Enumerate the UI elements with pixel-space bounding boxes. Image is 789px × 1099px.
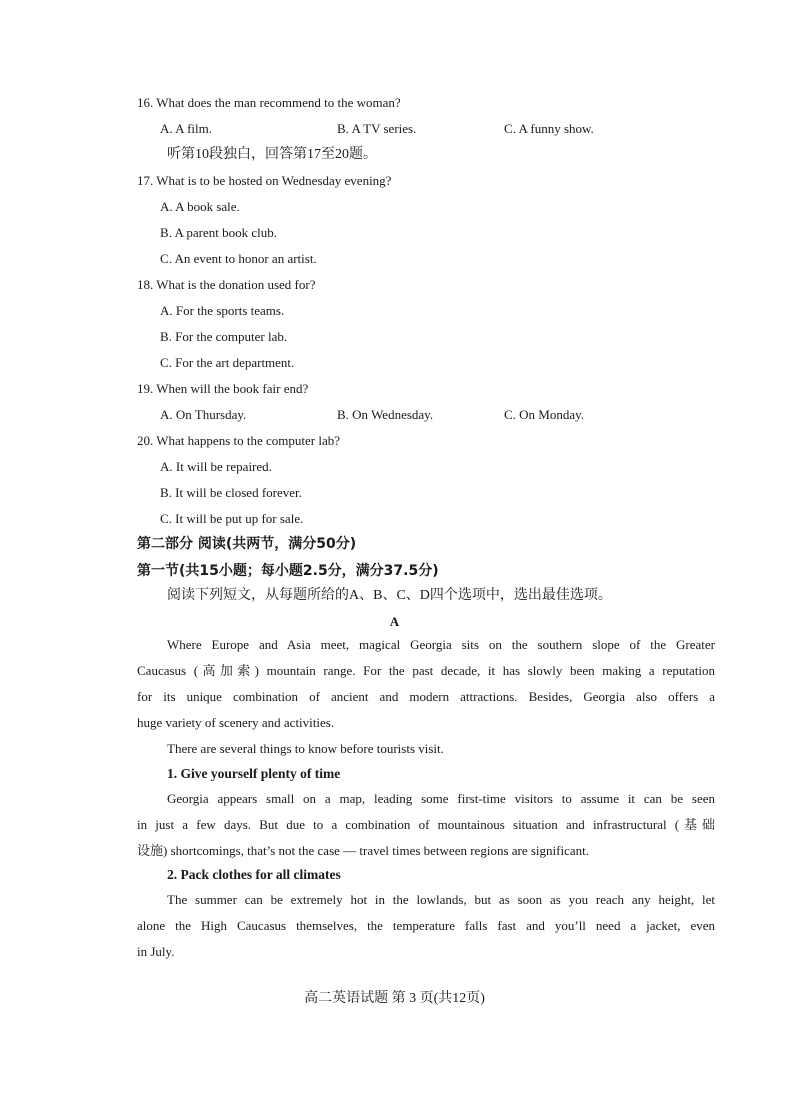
passage-p1-line: huge variety of scenery and activities. xyxy=(137,715,335,730)
question-18-option-c: C. For the art department. xyxy=(160,355,295,370)
question-19-option-b: B. On Wednesday. xyxy=(337,407,434,422)
question-18-option-a: A. For the sports teams. xyxy=(160,303,285,318)
question-17-option-c: C. An event to honor an artist. xyxy=(160,251,317,266)
listening-instruction-10: 听第10段独白，回答第17至20题。 xyxy=(167,147,377,162)
part2-title: 第二部分 阅读(共两节，满分50分) xyxy=(137,536,357,552)
question-20-option-b: B. It will be closed forever. xyxy=(160,485,302,500)
passage-p2: There are several things to know before tourists visit. xyxy=(167,741,444,756)
question-17-option-b: B. A parent book club. xyxy=(160,225,277,240)
passage-p1-line: for its unique combination of ancient and modern attractions. Besides, Georgia also offers a xyxy=(137,689,715,704)
question-19-option-a: A. On Thursday. xyxy=(160,407,247,422)
question-17-option-a: A. A book sale. xyxy=(160,199,240,214)
passage-p4-line: The summer can be extremely hot in the lowlands, but as soon as you reach any height, let xyxy=(167,892,715,907)
question-16-option-c: C. A funny show. xyxy=(504,121,594,136)
passage-p3-line: Georgia appears small on a map, leading some first-time visitors to assume it can be seen xyxy=(167,791,715,806)
question-19-stem: 19. When will the book fair end? xyxy=(137,381,309,396)
passage-heading-1: 1. Give yourself plenty of time xyxy=(167,766,341,781)
question-16-stem: 16. What does the man recommend to the woman? xyxy=(137,95,401,110)
passage-p4-line: in July. xyxy=(137,944,175,959)
question-20-stem: 20. What happens to the computer lab? xyxy=(137,433,341,448)
question-18-option-b: B. For the computer lab. xyxy=(160,329,288,344)
passage-p1-line: Caucasus (高加索) mountain range. For the past decade, it has slowly been making a reputation xyxy=(137,663,715,678)
question-20-option-a: A. It will be repaired. xyxy=(160,459,272,474)
page-footer: 高二英语试题 第 3 页(共12页) xyxy=(304,991,485,1006)
question-16-option-b: B. A TV series. xyxy=(337,121,417,136)
passage-p4-line: alone the High Caucasus themselves, the temperature falls fast and you’ll need a jacket, even xyxy=(137,918,715,933)
passage-heading-2: 2. Pack clothes for all climates xyxy=(167,867,341,882)
passage-label: A xyxy=(389,614,400,629)
passage-p3-line: in just a few days. But due to a combination of mountainous situation and infrastructural (基础 xyxy=(137,817,715,832)
question-18-stem: 18. What is the donation used for? xyxy=(137,277,316,292)
reading-instruction: 阅读下列短文，从每题所给的A、B、C、D四个选项中，选出最佳选项。 xyxy=(167,588,612,603)
question-19-option-c: C. On Monday. xyxy=(504,407,585,422)
question-17-stem: 17. What is to be hosted on Wednesday evening? xyxy=(137,173,392,188)
question-16-option-a: A. A film. xyxy=(160,121,213,136)
passage-p1-line: Where Europe and Asia meet, magical Georgia sits on the southern slope of the Greater xyxy=(167,637,715,652)
section1-title: 第一节(共15小题；每小题2.5分，满分37.5分) xyxy=(137,563,439,579)
question-20-option-c: C. It will be put up for sale. xyxy=(160,511,304,526)
passage-p3-line: 设施) shortcomings, that’s not the case — travel times between regions are significant. xyxy=(137,843,589,858)
